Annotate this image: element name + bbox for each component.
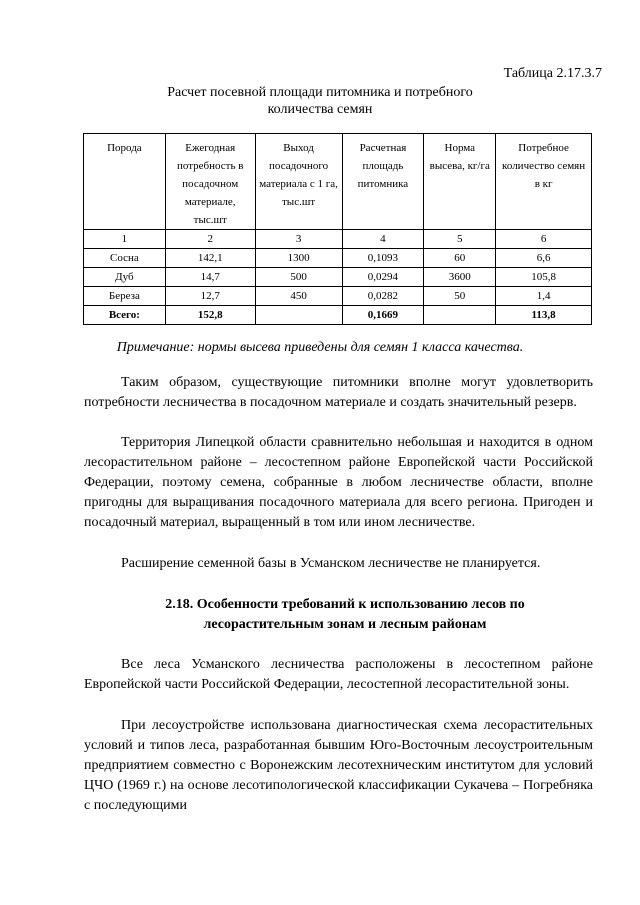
table-cell: 6	[496, 230, 592, 249]
table-cell: 2	[165, 230, 255, 249]
table-cell: 14,7	[165, 268, 255, 287]
table-cell	[255, 306, 342, 325]
table-title	[60, 84, 580, 118]
paragraph: Все леса Усманского лесничества расположены в лесостепном районе Европейской части Российской Федерации, лесостепной лесорастительной зоны.	[84, 657, 593, 692]
table-cell: Всего:	[84, 306, 166, 325]
table-cell: 0,1669	[342, 306, 424, 325]
table-row	[84, 268, 592, 287]
body-text	[84, 554, 593, 574]
column-header: Потребное количество семян в кг	[496, 134, 592, 230]
table-note: Примечание: нормы высева приведены для семян 1 класса качества.	[116, 340, 524, 355]
column-header: Расчетная площадь питомника	[342, 134, 424, 230]
table-cell: 0,0294	[342, 268, 424, 287]
table-title-line: количества семян	[267, 102, 373, 117]
paragraph: Таким образом, существующие питомники вполне могут удовлетворить потребности лесничества в посадочном материале и создать значительный резерв.	[84, 375, 593, 410]
table-cell: 12,7	[165, 287, 255, 306]
body-text	[84, 373, 593, 413]
body-text	[84, 433, 593, 533]
table-cell: 1300	[255, 249, 342, 268]
table-row	[84, 287, 592, 306]
table-cell: 500	[255, 268, 342, 287]
table-cell: 1,4	[496, 287, 592, 306]
heading-line: 2.18. Особенности требований к использованию лесов по	[165, 597, 525, 612]
table-cell: Береза	[84, 287, 166, 306]
table-cell: 3600	[424, 268, 496, 287]
table-cell: 5	[424, 230, 496, 249]
table-cell: Сосна	[84, 249, 166, 268]
table-cell: 152,8	[165, 306, 255, 325]
table-cell	[424, 306, 496, 325]
paragraph: При лесоустройстве использована диагностическая схема лесорастительных условий и типов леса, разработанная бывшим Юго-Восточным лесоустроительным предприятием совместно с Воронежским лесотехническим институтом для условий ЦЧО (1969 г.) на основе лесотипологической классификации Сукачева – Погребняка с последующими	[84, 718, 593, 813]
table-cell: 60	[424, 249, 496, 268]
heading-line: лесорастительным зонам и лесным районам	[203, 617, 487, 632]
table-cell: 6,6	[496, 249, 592, 268]
table-cell: 50	[424, 287, 496, 306]
section-heading	[100, 595, 590, 635]
table-cell: Дуб	[84, 268, 166, 287]
column-header: Выход посадочного материала с 1 га, тыс.шт	[255, 134, 342, 230]
column-header: Ежегодная потребность в посадочном материале, тыс.шт	[165, 134, 255, 230]
table-number: Таблица 2.17.3.7	[503, 66, 602, 81]
table-title-line: Расчет посевной площади питомника и потребного	[167, 85, 473, 100]
table-cell: 4	[342, 230, 424, 249]
column-header: Порода	[84, 134, 166, 230]
paragraph: Расширение семенной базы в Усманском лесничестве не планируется.	[121, 556, 541, 571]
paragraph: Территория Липецкой области сравнительно небольшая и находится в одном лесорастительном районе – лесостепном районе Европейской части Российской Федерации, поэтому семена, собранные в любом лесничестве области, вполне пригодны для выращивания посадочного материала для всего региона. Пригоден и посадочный материал, выращенный в том или ином лесничестве.	[84, 435, 593, 530]
table-header-row	[84, 134, 592, 230]
table-cell: 0,1093	[342, 249, 424, 268]
table-cell: 113,8	[496, 306, 592, 325]
body-text	[84, 655, 593, 695]
table-cell: 142,1	[165, 249, 255, 268]
table-index-row	[84, 230, 592, 249]
table-cell: 3	[255, 230, 342, 249]
table-cell: 1	[84, 230, 166, 249]
table-row	[84, 249, 592, 268]
table-cell: 0,0282	[342, 287, 424, 306]
body-text	[84, 716, 593, 816]
seeding-table	[83, 133, 592, 325]
table-total-row	[84, 306, 592, 325]
column-header: Норма высева, кг/га	[424, 134, 496, 230]
table-cell: 450	[255, 287, 342, 306]
table-cell: 105,8	[496, 268, 592, 287]
